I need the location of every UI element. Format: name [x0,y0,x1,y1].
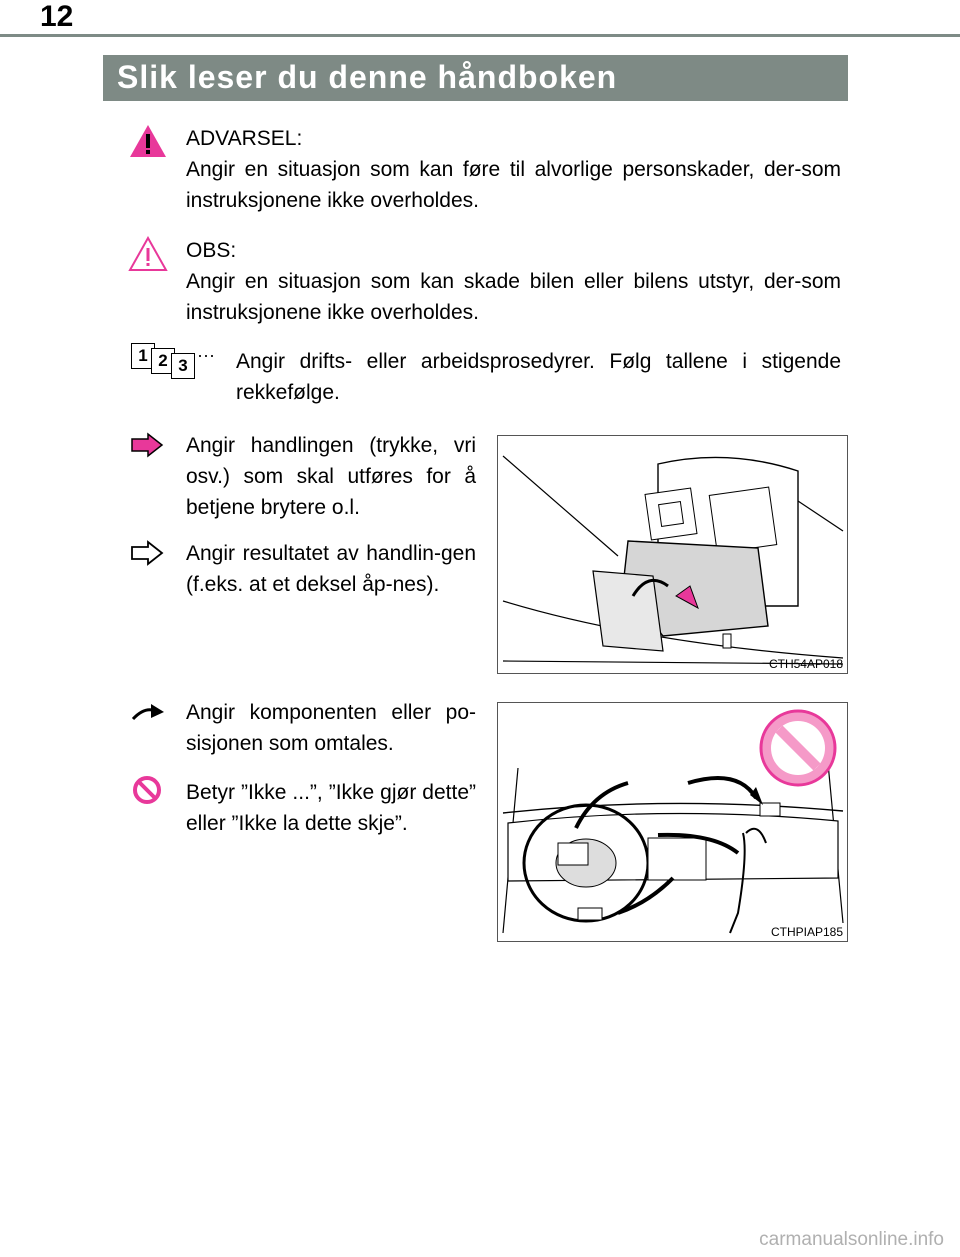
step-number-1: 1 [131,343,155,369]
step-number-2: 2 [151,348,175,374]
caution-icon [128,236,168,272]
steps-text: Angir drifts- eller arbeidsprosedyrer. Følg tallene i stigende rekkefølge. [236,350,841,404]
figure-code-2: CTHPIAP185 [770,925,843,939]
page-number: 12 [40,0,74,33]
figure-dashboard-prohibition [497,702,848,942]
warning-heading: ADVARSEL: [186,127,303,150]
watermark: carmanualsonline.info [759,1229,944,1250]
top-rule [0,34,960,37]
component-arrow-text: Angir komponenten eller po-sisjonen som omtales. [186,701,476,755]
action-arrow-icon [130,432,164,458]
step-number-icons [131,343,191,377]
notice-text: Angir en situasjon som kan skade bilen eller bilens utstyr, der-som instruksjonene ikke overholdes. [186,270,841,324]
notice-heading: OBS: [186,239,237,262]
figure-code-1: CTH54AP018 [768,657,843,671]
action-arrow-text: Angir handlingen (trykke, vri osv.) som skal utføres for å betjene brytere o.l. [186,434,476,519]
result-arrow-icon [130,540,164,566]
figure-overhead-console [497,435,848,674]
section-title: Slik leser du denne håndboken [117,59,618,95]
warning-icon [128,123,168,159]
section-title-bar [103,55,848,101]
dashboard-illustration [498,703,847,941]
prohibition-text: Betyr ”Ikke ...”, ”Ikke gjør dette” eller ”Ikke la dette skje”. [186,781,476,835]
warning-text: Angir en situasjon som kan føre til alvorlige personskader, der-som instruksjonene ikke overholdes. [186,158,841,212]
step-number-3: 3 [171,353,195,379]
prohibition-icon [132,775,162,805]
result-arrow-text: Angir resultatet av handlin-gen (f.eks. at et deksel åp-nes). [186,542,476,596]
overhead-console-illustration [498,436,847,673]
component-pointer-icon [131,702,165,722]
step-dots: ··· [197,345,215,365]
